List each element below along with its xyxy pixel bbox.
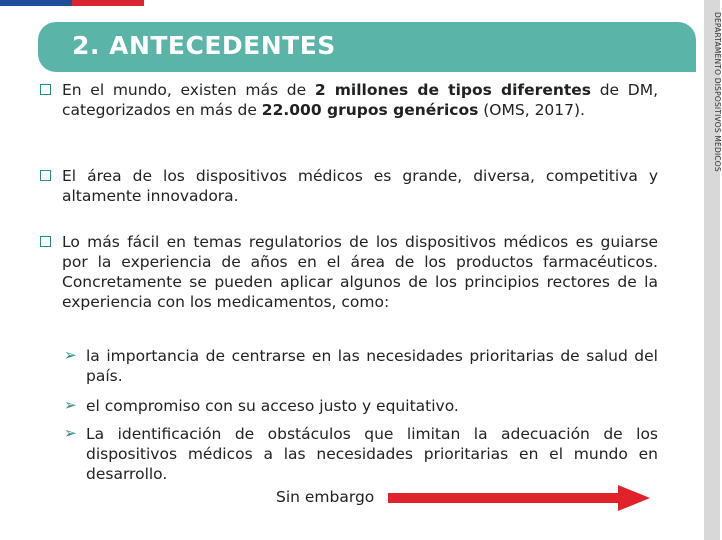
flag-stripe [0, 0, 720, 6]
bullet-3 [40, 232, 658, 312]
bullet-text: En el mundo, existen más de 2 millones de tipos diferentes de DM, categorizados en más de 22.000 grupos genéricos (OMS, 2017). [62, 81, 658, 119]
flag-white-segment [144, 0, 720, 6]
red-arrow-icon [388, 484, 650, 512]
flag-blue-segment [0, 0, 72, 6]
bullet-text: Lo más fácil en temas regulatorios de los dispositivos médicos es guiarse por la experiencia de años en el área de los productos farmacéuticos. Concretamente se pueden aplicar algunos de los principios rectores de la experiencia con los medicamentos, como: [62, 233, 658, 311]
checkbox-bullet-icon [40, 236, 51, 247]
checkbox-bullet-icon [40, 84, 51, 95]
arrow-bullet-icon: ➢ [64, 396, 77, 414]
arrow-bullet-icon: ➢ [64, 346, 77, 364]
bullet-text: El área de los dispositivos médicos es grande, diversa, competitiva y altamente innovadora. [62, 167, 658, 205]
subitem-3 [64, 424, 658, 484]
sin-embargo-text: Sin embargo [276, 488, 375, 506]
flag-red-segment [72, 0, 144, 6]
page-title: 2. ANTECEDENTES [72, 31, 336, 60]
subitem-text: La identificación de obstáculos que limitan la adecuación de los dispositivos médicos a las necesidades prioritarias en el mundo en desarrollo. [86, 425, 658, 483]
subitem-1 [64, 346, 658, 386]
subitem-text: la importancia de centrarse en las necesidades prioritarias de salud del país. [86, 347, 658, 385]
side-label: DEPARTAMENTO DISPOSITIVOS MÉDICOS [713, 12, 722, 172]
subitem-2 [64, 396, 658, 416]
checkbox-bullet-icon [40, 170, 51, 181]
bullet-1 [40, 80, 658, 120]
subitem-text: el compromiso con su acceso justo y equitativo. [86, 397, 459, 415]
bullet-2 [40, 166, 658, 206]
arrow-bullet-icon: ➢ [64, 424, 77, 442]
